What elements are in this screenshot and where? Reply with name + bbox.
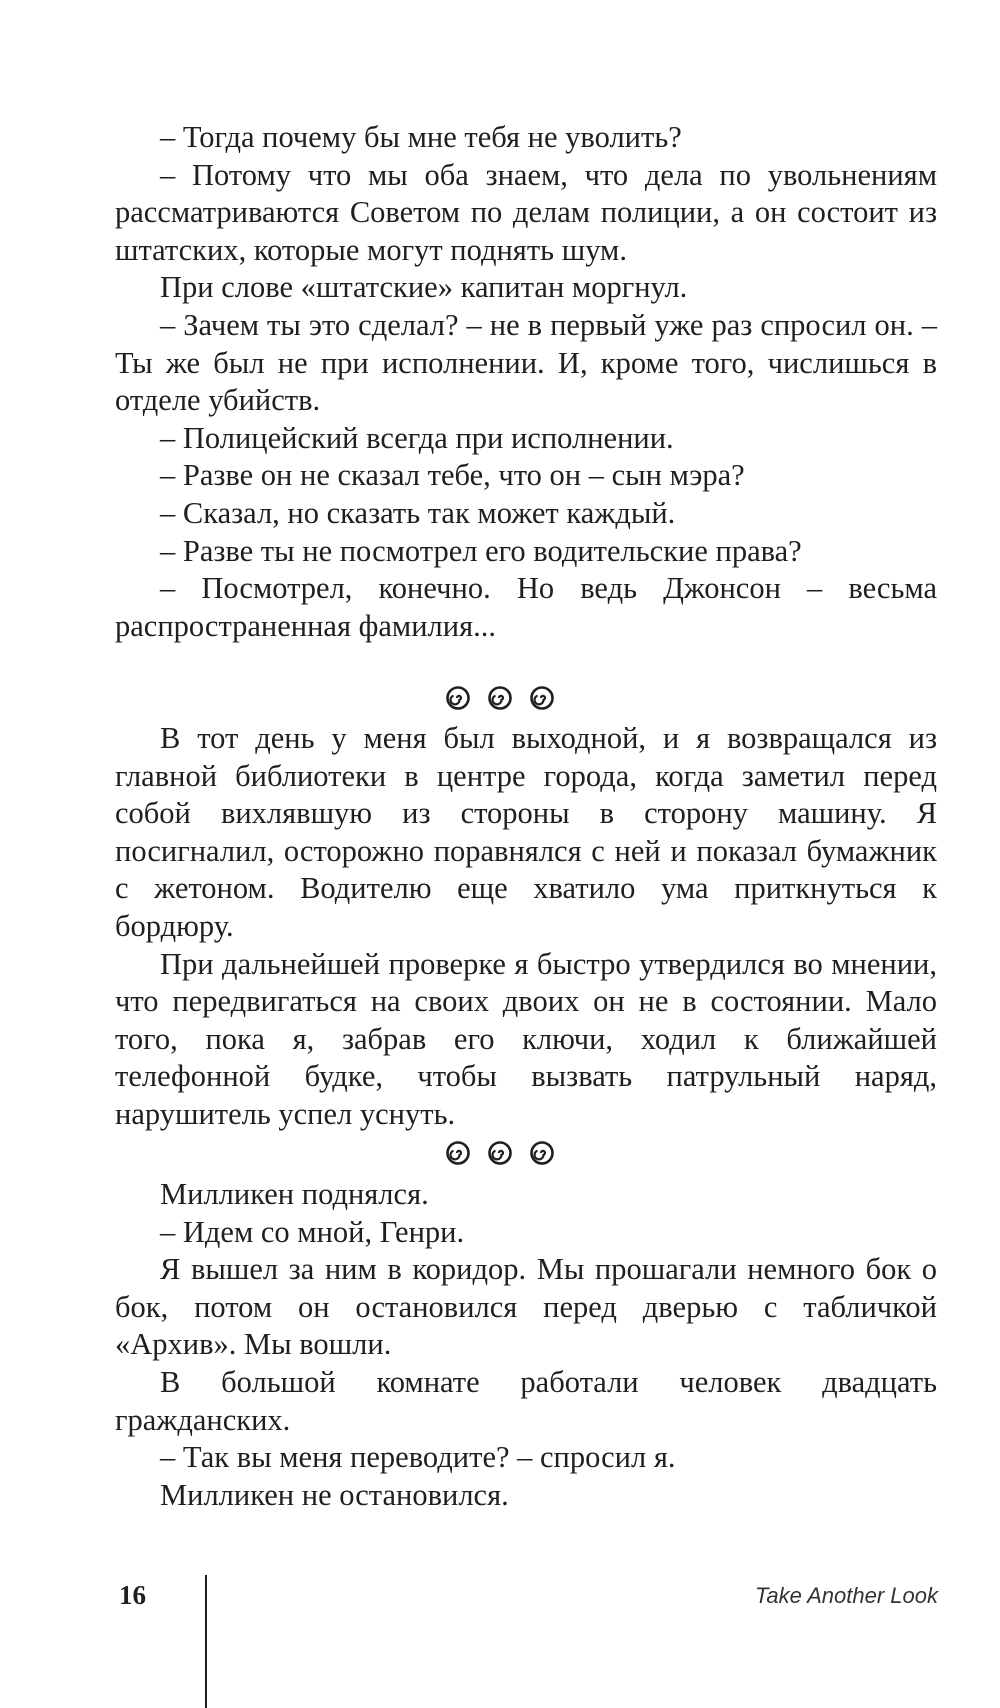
paragraph: Милликен не остановился. — [160, 1477, 509, 1512]
text-block-1 — [115, 119, 937, 645]
paragraph: В тот день у меня был выходной, и я возвращался из главной библиотеки в центре города, когда заметил перед собой вихлявшую из стороны в сторону машину. Я посигналил, осторожно поравнялся с ней и показал бумажник с жетоном. Водителю еще хватило ума приткнуться к бордюру. — [115, 721, 937, 943]
spiral-icon — [488, 686, 512, 710]
paragraph: Я вышел за ним в коридор. Мы прошагали немного бок о бок, потом он остановился перед дверью с табличкой «Архив». Мы вошли. — [115, 1252, 937, 1362]
footer-divider — [205, 1575, 207, 1708]
paragraph: – Посмотрел, конечно. Но ведь Джонсон – весьма распространенная фамилия... — [115, 571, 937, 643]
spiral-icon — [446, 1141, 470, 1165]
paragraph: – Тогда почему бы мне тебя не уволить? — [160, 120, 682, 154]
paragraph: – Разве ты не посмотрел его водительские права? — [160, 533, 802, 568]
paragraph: В большой комнате работали человек двадцать гражданских. — [115, 1364, 937, 1437]
paragraph: При слове «штатские» капитан моргнул. — [160, 270, 688, 305]
text-block-2 — [115, 720, 937, 1134]
paragraph: – Сказал, но сказать так может каждый. — [160, 495, 676, 530]
spiral-icon — [446, 686, 470, 710]
section-separator — [0, 1141, 1000, 1171]
paragraph: – Так вы меня переводите? – спросил я. — [160, 1440, 676, 1475]
paragraph: – Полицейский всегда при исполнении. — [160, 420, 674, 455]
paragraph: При дальнейшей проверке я быстро утвердился во мнении, что передвигаться на своих двоих он не в состоянии. Мало того, пока я, забрав его ключи, ходил к ближайшей телефонной будке, чтобы вызвать патрульный наряд, нарушитель успел уснуть. — [115, 946, 937, 1131]
paragraph: – Разве он не сказал тебе, что он – сын мэра? — [160, 458, 745, 493]
running-title: Take Another Look — [754, 1583, 938, 1608]
paragraph: – Идем со мной, Генри. — [160, 1214, 465, 1249]
paragraph: – Зачем ты это сделал? – не в первый уже раз спросил он. – Ты же был не при исполнении. И, кроме того, числишься в отделе убийств. — [115, 307, 937, 418]
section-separator — [0, 686, 1000, 716]
spiral-icon — [488, 1141, 512, 1165]
page-number: 16 — [119, 1580, 146, 1610]
spiral-icon — [530, 686, 554, 710]
spiral-icon — [530, 1141, 554, 1165]
paragraph: Милликен поднялся. — [160, 1177, 429, 1211]
paragraph: – Потому что мы оба знаем, что дела по увольнениям рассматриваются Советом по делам полиции, а он состоит из штатских, которые могут поднять шум. — [115, 157, 937, 267]
text-block-3 — [115, 1176, 937, 1514]
